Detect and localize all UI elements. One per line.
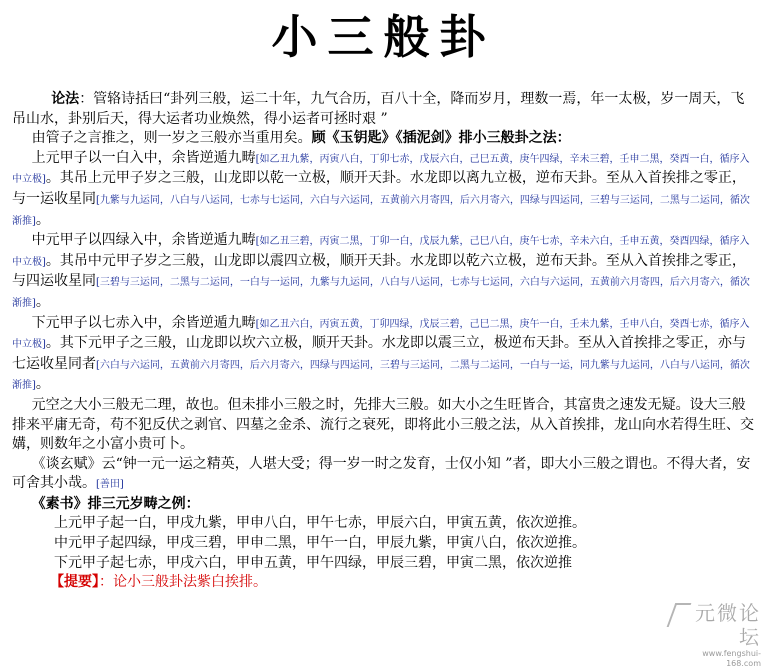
forum-watermark <box>675 601 761 668</box>
example-heading: 《素书》排三元岁畴之例： <box>31 495 200 512</box>
example-line-middle: 中元甲子起四绿，甲戌三碧，甲申二黑，甲午一白，甲辰九紫，甲寅八白，依次逆推。 <box>54 535 586 552</box>
article-body <box>12 90 756 593</box>
summary-label: 【提要】 <box>50 574 99 591</box>
tanxuanfu-note: [善田] <box>96 479 124 491</box>
guanzi-bold: 顾《玉钥匙》《插泥剑》排小三般卦之法： <box>311 130 571 147</box>
label-lunfa: 论法 <box>51 91 80 107</box>
paragraph-tanxuanfu <box>12 455 756 495</box>
lower-note-1: [如乙丑六白，丙寅五黄，丁卯四绿，戊辰三碧，己巳二黑，庚午一白，壬未九紫，壬申八白，癸酉七赤，循序入中立极] <box>12 318 750 351</box>
watermark-url: www.fengshui-168.com <box>702 649 761 668</box>
upper-note-2: [九紫与九运同，八白与八运同，七赤与七运同，六白与六运同，五黄前六月寄四，后六月寄六，四绿与四运同，三碧与三运同，二黑与二运同，循次渐推] <box>12 194 750 227</box>
paragraph-lower-yuan <box>12 314 756 396</box>
paragraph-yuankong <box>12 396 756 455</box>
intro-text: ：管辂诗括曰“卦列三般，运二十年，九气合历，百八十全，降而岁月，理数一焉，年一太极，岁一周天，飞吊山水，卦别后天，得大运者功业焕然，得小运者可拯时艰 ” <box>12 91 745 127</box>
guanzi-text: 由管子之言推之，则一岁之三般亦当重用矣。 <box>31 130 312 147</box>
lower-text-1: 下元甲子以七赤入中，余皆逆遁九畴 <box>31 314 256 331</box>
example-list <box>12 514 756 573</box>
paragraph-upper-yuan <box>12 149 756 231</box>
middle-text-3: 。 <box>35 293 50 310</box>
upper-note-1: [如乙丑九紫，丙寅八白，丁卯七赤，戊辰六白，己巳五黄，庚午四绿，辛未三碧，壬申二黑，癸酉一白，循序入中立极] <box>12 153 750 186</box>
summary-note <box>12 573 756 593</box>
middle-note-1: [如乙丑三碧，丙寅二黑，丁卯一白，戊辰九紫，己巳八白，庚午七赤，辛未六白，壬申五黄，癸酉四绿，循序入中立极] <box>12 236 750 268</box>
paragraph-intro <box>12 90 756 129</box>
example-line-lower: 下元甲子起七赤，甲戌六白，甲申五黄，甲午四绿，甲辰三碧，甲寅二黑，依次逆推 <box>54 554 572 571</box>
paragraph-guanzi <box>12 129 756 149</box>
middle-note-2: [三碧与三运同，二黑与二运同，一白与一运同，九紫与九运同，八白与八运同，七赤与七运同，六白与六运同，五黄前六月寄四，后六月寄六，循次渐推] <box>12 277 750 309</box>
upper-text-3: 。 <box>35 211 50 228</box>
yuankong-text: 元空之大小三般无二理，故也。但未排小三般之时，先排大三般。如大小之生旺皆合，其富贵之速发无疑。设大三般排来平庸无奇，苟不犯反伏之剥官、四墓之金杀、流行之衰死，即将此小三般之法，从入首挨排，龙山向水若得生旺、交媾，则数年之小富小贵可卜。 <box>12 396 754 453</box>
lower-text-2: 。其下元甲子之三般，山龙即以坎六立极，顺开天卦。水龙即以震三立，极逆布天卦。至从入首挨排之零正，亦与七运收星同者 <box>12 335 746 372</box>
tanxuanfu-text: 《谈玄赋》云“钟一元一运之精英，人堪大受；得一岁一时之发育，士仅小知 ”者，即大小三般之谓也。不得大者，安可舍其小哉。 <box>12 455 751 492</box>
summary-text: ：论小三般卦法紫白挨排。 <box>99 574 267 591</box>
page-title: 小三般卦 <box>271 10 496 64</box>
middle-text-1: 中元甲子以四绿入中，余皆逆遁九畴 <box>31 232 256 249</box>
middle-text-2: 。其吊中元甲子岁之三般，山龙即以震四立极，顺开天卦。水龙即以乾六立极，逆布天卦。至从入首挨排之零正，与四运收星同 <box>12 252 746 290</box>
watermark-title: 元微论坛 <box>695 601 761 649</box>
paragraph-middle-yuan <box>12 231 756 313</box>
lower-text-3: 。 <box>35 376 50 393</box>
example-line-upper: 上元甲子起一白，甲戌九紫，甲申八白，甲午七赤，甲辰六白，甲寅五黄，依次逆推。 <box>54 515 586 532</box>
upper-text-1: 上元甲子以一白入中，余皆逆遁九畴 <box>31 149 256 166</box>
upper-text-2: 。其吊上元甲子岁之三般，山龙即以乾一立极，顺开天卦。水龙即以离九立极，逆布天卦。至从入首挨排之零正，与一运收星同 <box>12 170 746 207</box>
lower-note-2: [六白与六运同，五黄前六月寄四，后六月寄六，四绿与四运同，三碧与三运同，二黑与二运同，一白与一运，同九紫与九运同，八白与八运同，循次渐推] <box>12 359 750 392</box>
